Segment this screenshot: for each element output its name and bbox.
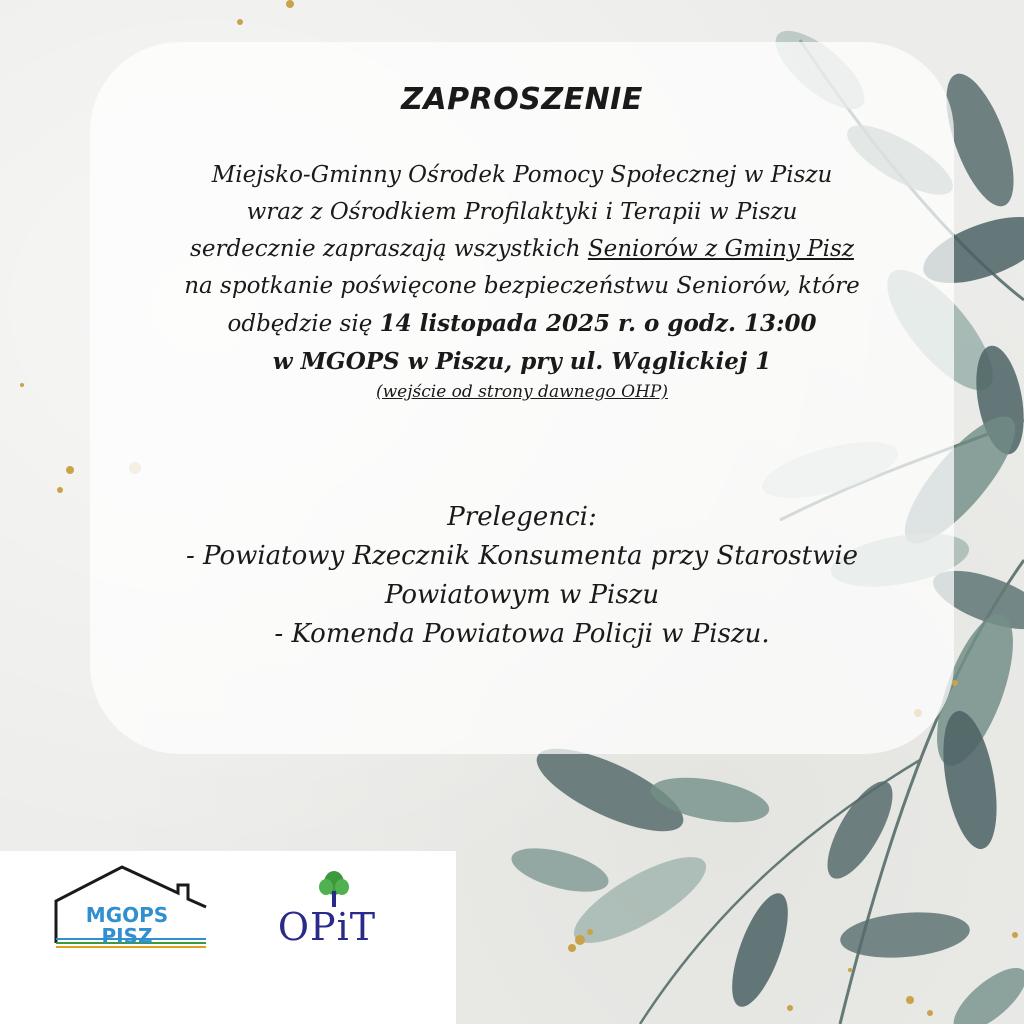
invitation-content (90, 42, 954, 654)
speakers-section (90, 498, 954, 654)
event-date-time: 14 listopada 2025 r. o godz. 13:00 (379, 310, 817, 337)
body-text-segment: serdecznie zapraszają wszystkich (190, 236, 588, 262)
entrance-note: (wejście od strony dawnego OHP) (376, 382, 668, 402)
invitation-body (90, 157, 954, 404)
speaker-item-continued: Powiatowym w Piszu (384, 580, 660, 610)
speaker-item: - Powiatowy Rzecznik Konsumenta przy Starostwie (185, 541, 859, 571)
opit-logo-text: OPiT (277, 905, 377, 949)
mgops-logo (52, 863, 212, 953)
body-line: Miejsko-Gminny Ośrodek Pomocy Społecznej w Piszu (211, 162, 833, 188)
opit-logo (272, 867, 382, 957)
speaker-item: - Komenda Powiatowa Policji w Piszu. (274, 619, 770, 649)
logos-panel (0, 851, 456, 1024)
mgops-logo-line2: PISZ (101, 924, 153, 948)
body-line: wraz z Ośrodkiem Profilaktyki i Terapii w Piszu (246, 199, 798, 225)
body-line: na spotkanie poświęcone bezpieczeństwu Seniorów, które (184, 273, 860, 299)
body-text-segment: odbędzie się (227, 311, 380, 337)
mgops-logo-text (72, 905, 182, 947)
mgops-logo-line1: MGOPS (85, 903, 169, 927)
tree-icon (272, 867, 382, 907)
body-line (90, 305, 954, 343)
body-line (90, 231, 954, 268)
invitation-title: ZAPROSZENIE (401, 82, 643, 117)
seniors-highlight: Seniorów z Gminy Pisz (587, 236, 854, 262)
speakers-heading: Prelegenci: (447, 502, 597, 532)
event-location: w MGOPS w Piszu, pry ul. Wąglickiej 1 (272, 348, 772, 375)
